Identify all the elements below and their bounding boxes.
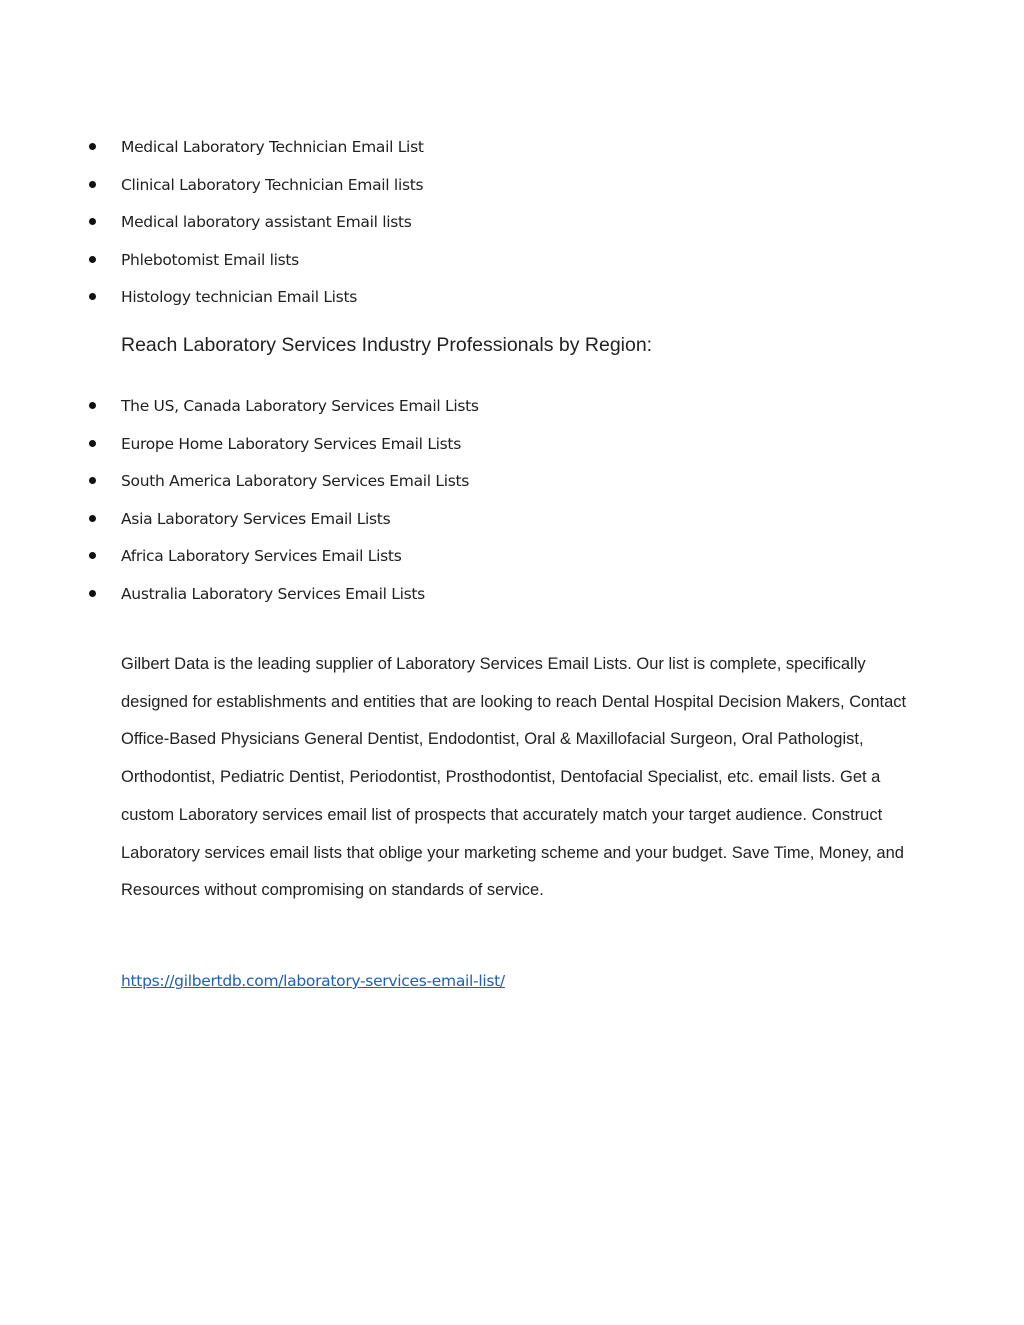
list-item xyxy=(0,175,1024,213)
laboratory-services-link[interactable]: https://gilbertdb.com/laboratory-services-email-list/ xyxy=(121,972,505,990)
bullet-icon xyxy=(89,440,96,447)
list-item-label: Medical laboratory assistant Email lists xyxy=(121,213,412,232)
list-item xyxy=(0,584,1024,622)
region-heading: Reach Laboratory Services Industry Professionals by Region: xyxy=(121,334,653,356)
description-paragraph: Gilbert Data is the leading supplier of Laboratory Services Email Lists. Our list is complete, specifically designed for establishments and entities that are looking to reach Dental Hospital Decision Makers, Contact Office-Based Physicians General Dentist, Endodontist, Oral & Maxillofacial Surgeon, Oral Pathologist, Orthodontist, Pediatric Dentist, Periodontist, Prosthodontist, Dentofacial Specialist, etc. email lists. Get a custom Laboratory services email list of prospects that accurately match your target audience. Construct Laboratory services email lists that oblige your marketing scheme and your budget. Save Time, Money, and Resources without compromising on standards of service. xyxy=(121,655,907,900)
list-item-label: Europe Home Laboratory Services Email Lists xyxy=(121,434,461,453)
list-item xyxy=(0,509,1024,547)
bullet-icon xyxy=(89,143,96,150)
list-item-label: The US, Canada Laboratory Services Email Lists xyxy=(121,397,479,415)
list-item-label: Phlebotomist Email lists xyxy=(121,250,299,269)
list-item-label: Clinical Laboratory Technician Email lists xyxy=(121,175,424,194)
role-email-list xyxy=(0,137,1024,325)
list-item xyxy=(0,396,1024,434)
bullet-icon xyxy=(89,477,96,484)
list-item xyxy=(0,137,1024,175)
list-item xyxy=(0,471,1024,509)
list-item xyxy=(0,434,1024,472)
list-item-label: Medical Laboratory Technician Email List xyxy=(121,138,424,156)
bullet-icon xyxy=(89,515,96,522)
list-item-label: Australia Laboratory Services Email Lists xyxy=(121,584,425,603)
bullet-icon xyxy=(89,402,96,409)
list-item-label: Histology technician Email Lists xyxy=(121,288,357,307)
bullet-icon xyxy=(89,293,96,300)
list-item xyxy=(0,287,1024,325)
list-item-label: Africa Laboratory Services Email Lists xyxy=(121,547,402,566)
bullet-icon xyxy=(89,552,96,559)
bullet-icon xyxy=(89,181,96,188)
bullet-icon xyxy=(89,590,96,597)
list-item-label: South America Laboratory Services Email Lists xyxy=(121,472,470,491)
list-item xyxy=(0,546,1024,584)
list-item-label: Asia Laboratory Services Email Lists xyxy=(121,509,391,528)
bullet-icon xyxy=(89,256,96,263)
list-item xyxy=(0,212,1024,250)
region-email-list xyxy=(0,396,1024,622)
bullet-icon xyxy=(89,218,96,225)
list-item xyxy=(0,250,1024,288)
